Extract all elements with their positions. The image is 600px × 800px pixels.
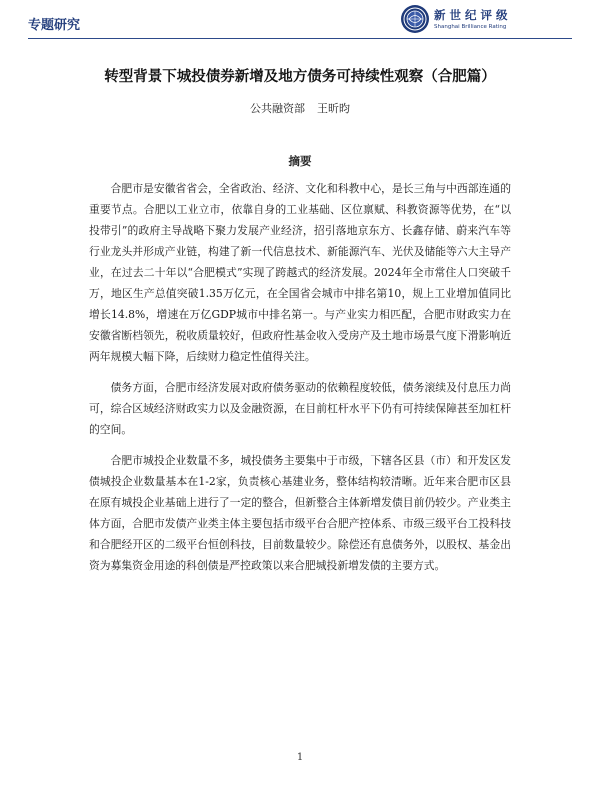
logo-text-en: Shanghai Brilliance Rating xyxy=(434,24,507,30)
abstract-heading: 摘要 xyxy=(288,154,312,168)
abstract-body xyxy=(89,178,511,586)
author-name: 王昕昀 xyxy=(317,102,350,115)
document-title: 转型背景下城投债券新增及地方债务可持续性观察（合肥篇） xyxy=(104,69,496,85)
abstract-paragraph-1: 合肥市是安徽省省会，全省政治、经济、文化和科教中心，是长三角与中西部连通的重要节点。合肥以工业立市，依靠自身的工业基础、区位禀赋、科教资源等优势，在“以投带引”的政府主导战略下聚力发展产业经济，招引落地京东方、长鑫存储、蔚来汽车等行业龙头并形成产业链，构建了新一代信息技术、新能源汽车、光伏及储能等六大主导产业，在过去二十年以“合肥模式”实现了跨越式的经济发展。2024年全市常住人口突破千万，地区生产总值突破1.35万亿元，在全国省会城市中排名第10，规上工业增加值同比增长14.8%，增速在万亿GDP城市中排名第一。与产业实力相匹配，合肥市财政实力在安徽省断档领先，税收质量较好，但政府性基金收入受房产及土地市场景气度下滑影响近两年规模大幅下降，后续财力稳定性值得关注。 xyxy=(89,182,511,363)
logo-emblem-icon xyxy=(400,4,430,34)
section-label: 专题研究 xyxy=(28,18,81,33)
header-divider xyxy=(28,38,572,39)
department-name: 公共融资部 xyxy=(250,102,305,115)
author-line xyxy=(0,100,600,116)
logo-text-cn: 新世纪评级 xyxy=(434,8,512,22)
abstract-paragraph-3: 合肥市城投企业数量不多，城投债务主要集中于市级，下辖各区县（市）和开发区发债城投企业数量基本在1-2家，负责核心基建业务，整体结构较清晰。近年来合肥市区县在原有城投企业基础上进行了一定的整合，但新整合主体新增发债目前仍较少。产业类主体方面，合肥市发债产业类主体主要包括市级平台合肥产控体系、市级三级平台工投科技和合肥经开区的二级平台恒创科技，目前数量较少。除偿还有息债务外，以股权、基金出资为募集资金用途的科创债是严控政策以来合肥城投新增发债的主要方式。 xyxy=(89,454,511,572)
company-logo xyxy=(400,4,575,36)
page-number: 1 xyxy=(296,752,304,763)
abstract-paragraph-2: 债务方面，合肥市经济发展对政府债务驱动的依赖程度较低，债务滚续及付息压力尚可，综合区域经济财政实力以及金融资源，在目前杠杆水平下仍有可持续保障甚至加杠杆的空间。 xyxy=(89,381,511,436)
